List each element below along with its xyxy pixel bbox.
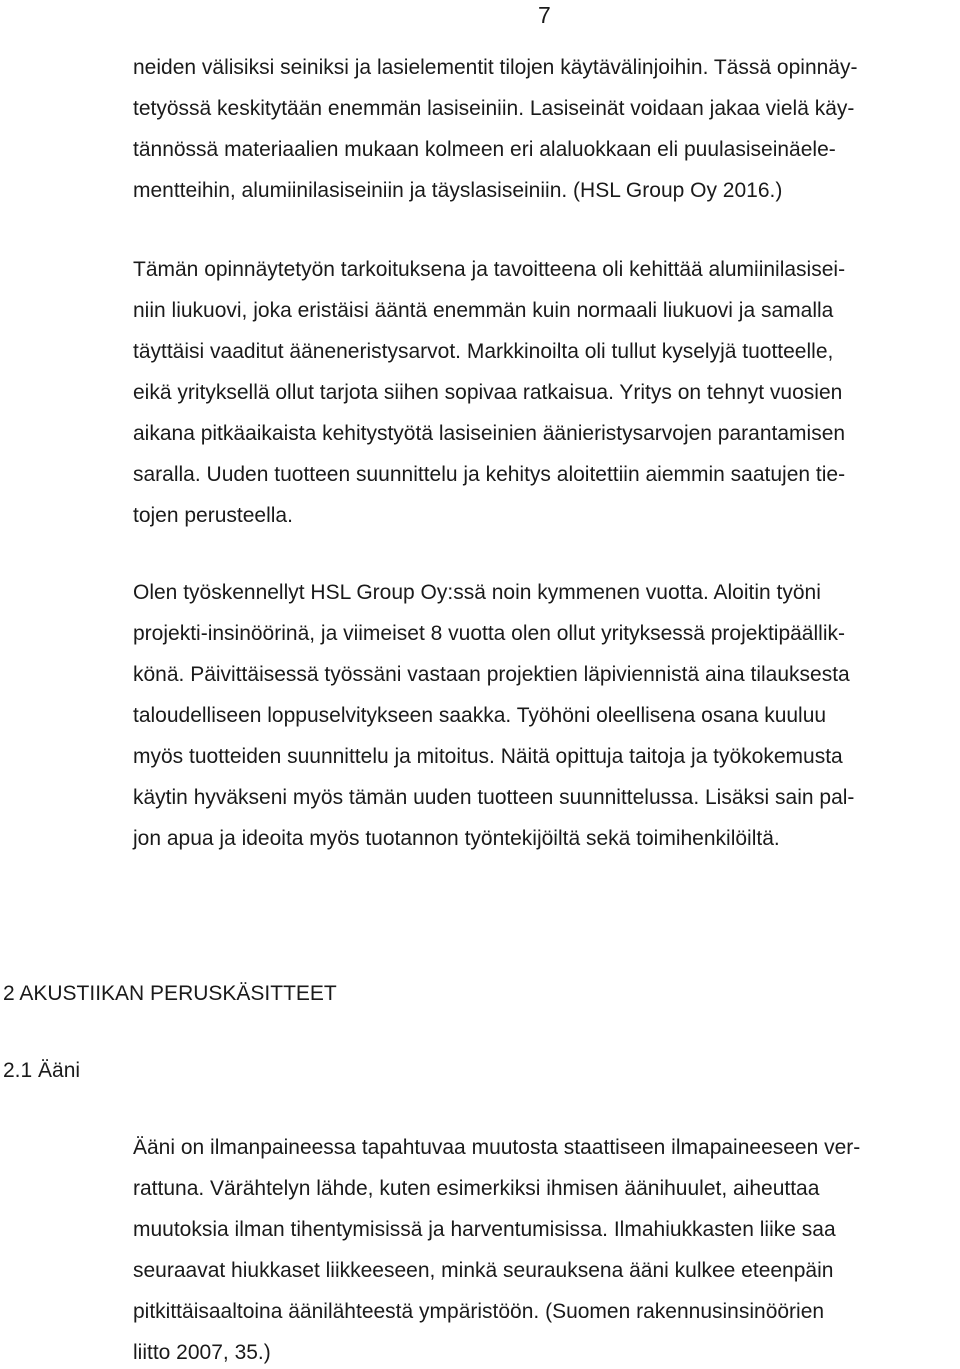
- text-line: täyttäisi vaaditut ääneneristysarvot. Markkinoilta oli tullut kyselyjä tuotteelle,: [133, 340, 834, 363]
- text-line: rattuna. Värähtelyn lähde, kuten esimerkiksi ihmisen äänihuulet, aiheuttaa: [133, 1177, 820, 1200]
- text-line: liitto 2007, 35.): [133, 1341, 271, 1364]
- text-line: myös tuotteiden suunnittelu ja mitoitus. Näitä opittuja taitoja ja työkokemusta: [133, 745, 843, 768]
- subsection-heading: 2.1 Ääni: [3, 1059, 81, 1082]
- text-line: eikä yrityksellä ollut tarjota siihen sopivaa ratkaisua. Yritys on tehnyt vuosien: [133, 381, 843, 404]
- text-line: Ääni on ilmanpaineessa tapahtuvaa muutosta staattiseen ilmapaineeseen ver-: [133, 1136, 861, 1159]
- text-line: Olen työskennellyt HSL Group Oy:ssä noin kymmenen vuotta. Aloitin työni: [133, 581, 821, 604]
- text-line: tojen perusteella.: [133, 504, 293, 527]
- text-line: neiden välisiksi seiniksi ja lasielementit tilojen käytävälinjoihin. Tässä opinnäy-: [133, 56, 858, 79]
- page-number: 7: [538, 2, 551, 28]
- text-line: taloudelliseen loppuselvitykseen saakka. Työhöni oleellisena osana kuuluu: [133, 704, 827, 727]
- text-line: aikana pitkäaikaista kehitystyötä lasiseinien äänieristysarvojen parantamisen: [133, 422, 846, 445]
- text-line: mentteihin, alumiinilasiseiniin ja täyslasiseiniin. (HSL Group Oy 2016.): [133, 179, 783, 202]
- text-line: jon apua ja ideoita myös tuotannon työntekijöiltä sekä toimihenkilöiltä.: [133, 827, 780, 850]
- section-heading: 2 AKUSTIIKAN PERUSKÄSITTEET: [3, 982, 337, 1005]
- text-line: pitkittäisaaltoina äänilähteestä ympäristöön. (Suomen rakennusinsinöörien: [133, 1300, 825, 1323]
- text-line: tetyössä keskitytään enemmän lasiseiniin. Lasiseinät voidaan jakaa vielä käy-: [133, 97, 855, 120]
- text-line: niin liukuovi, joka eristäisi ääntä enemmän kuin normaali liukuovi ja samalla: [133, 299, 834, 322]
- text-line: muutoksia ilman tihentymisissä ja harventumisissa. Ilmahiukkasten liike saa: [133, 1218, 836, 1241]
- text-line: projekti-insinöörinä, ja viimeiset 8 vuotta olen ollut yrityksessä projektipäällik-: [133, 622, 845, 645]
- text-line: tännössä materiaalien mukaan kolmeen eri alaluokkaan eli puulasiseinäele-: [133, 138, 836, 161]
- text-line: Tämän opinnäytetyön tarkoituksena ja tavoitteena oli kehittää alumiinilasisei-: [133, 258, 846, 281]
- text-line: saralla. Uuden tuotteen suunnittelu ja kehitys aloitettiin aiemmin saatujen tie-: [133, 463, 846, 486]
- text-line: käytin hyväkseni myös tämän uuden tuotteen suunnittelussa. Lisäksi sain pal-: [133, 786, 855, 809]
- text-line: könä. Päivittäisessä työssäni vastaan projektien läpiviennistä aina tilauksesta: [133, 663, 850, 686]
- text-line: seuraavat hiukkaset liikkeeseen, minkä seurauksena ääni kulkee eteenpäin: [133, 1259, 834, 1282]
